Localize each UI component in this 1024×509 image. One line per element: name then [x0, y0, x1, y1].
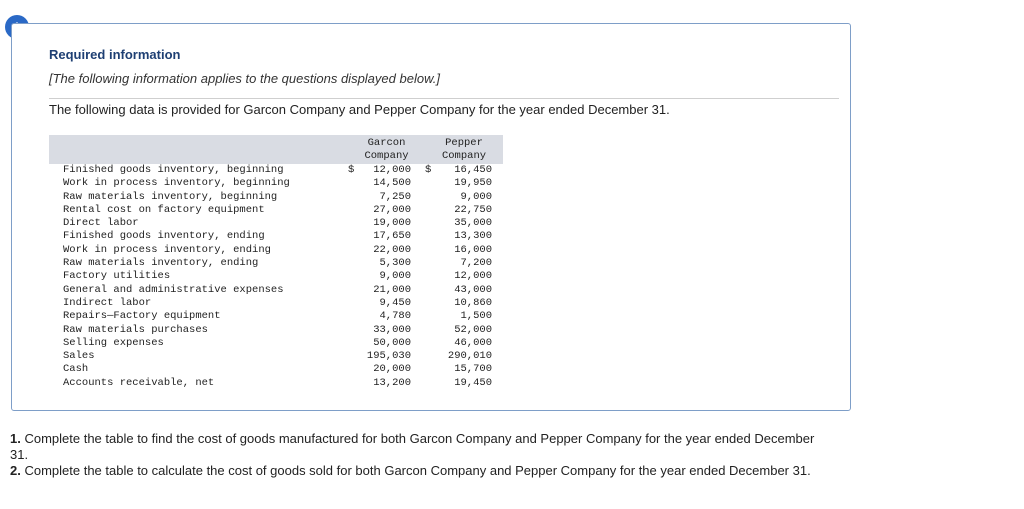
divider — [49, 98, 839, 99]
table-row — [49, 297, 503, 310]
cell-label: Finished goods inventory, beginning — [63, 164, 284, 176]
cell-garcon: 27,000 — [373, 203, 411, 216]
header-blank — [49, 135, 348, 164]
cell-pepper: 12,000 — [454, 270, 492, 283]
cell-pepper: 43,000 — [454, 283, 492, 296]
cell-pepper: 1,500 — [460, 310, 492, 323]
cell-label: Rental cost on factory equipment — [63, 203, 265, 216]
cell-garcon: 17,650 — [373, 230, 411, 243]
cell-pepper: 22,750 — [454, 203, 492, 216]
cell-pepper: 19,450 — [454, 376, 492, 389]
header-pepper-line2: Company — [441, 150, 487, 162]
cell-garcon — [348, 164, 425, 177]
cell-garcon: 19,000 — [373, 217, 411, 230]
question-2-text: Complete the table to calculate the cost of goods sold for both Garcon Company and Pepper Company for the year ended December 31. — [20, 463, 811, 478]
cell-pepper: 46,000 — [454, 336, 492, 349]
cell-pepper: 19,950 — [454, 177, 492, 190]
cell-pepper: 16,000 — [454, 243, 492, 256]
dollar-sign: $ — [425, 164, 432, 176]
cell-garcon: 21,000 — [373, 283, 411, 296]
cell-label: Raw materials inventory, ending — [63, 257, 259, 270]
panel-subtitle: [The following information applies to the questions displayed below.] — [49, 71, 440, 86]
cell-garcon: 7,250 — [379, 190, 411, 203]
header-pepper-line1: Pepper — [445, 137, 483, 149]
cell-garcon: 20,000 — [373, 363, 411, 376]
table-row — [49, 204, 503, 217]
question-1-text: Complete the table to find the cost of goods manufactured for both Garcon Company and Pepper Company for the year ended December 31. — [10, 431, 815, 462]
company-data-table — [49, 135, 503, 390]
cell-pepper — [425, 164, 503, 177]
table-row — [49, 230, 503, 243]
table-row — [49, 177, 503, 190]
dollar-value — [425, 164, 492, 177]
table-row — [49, 363, 503, 376]
cell-garcon: 50,000 — [373, 336, 411, 349]
cell-garcon: 14,500 — [373, 177, 411, 190]
question-1 — [10, 431, 830, 462]
dollar-amount: 12,000 — [373, 164, 411, 176]
cell-pepper: 10,860 — [454, 296, 492, 309]
cell-garcon: 13,200 — [373, 376, 411, 389]
cell-garcon: 9,450 — [379, 296, 411, 309]
table-row — [49, 337, 503, 350]
table-row — [49, 284, 503, 297]
question-1-number: 1. — [10, 431, 21, 446]
cell-label: Indirect labor — [63, 296, 152, 309]
header-garcon-line2: Company — [364, 150, 409, 162]
table-row — [49, 350, 503, 363]
cell-pepper: 290,010 — [447, 350, 492, 363]
cell-garcon: 4,780 — [379, 310, 411, 323]
cell-label: Work in process inventory, ending — [63, 243, 271, 256]
panel-title: Required information — [49, 47, 181, 62]
cell-pepper: 52,000 — [454, 323, 492, 336]
table-row — [49, 244, 503, 257]
cell-label: Finished goods inventory, ending — [63, 230, 265, 243]
dollar-value — [348, 164, 411, 177]
cell-label: Selling expenses — [63, 336, 164, 349]
table-body — [49, 164, 503, 390]
cell-label: Factory utilities — [63, 270, 171, 283]
cell-label: Accounts receivable, net — [63, 376, 215, 389]
cell-label: Direct labor — [63, 217, 139, 230]
table-row — [49, 257, 503, 270]
table-row — [49, 377, 503, 390]
cell-label: Sales — [63, 350, 95, 363]
header-garcon — [348, 135, 425, 164]
header-garcon-line1: Garcon — [367, 137, 406, 149]
table-row — [49, 270, 503, 283]
cell-garcon: 5,300 — [379, 257, 411, 270]
cell-pepper: 7,200 — [460, 257, 492, 270]
table-row — [49, 164, 503, 177]
header-pepper — [425, 135, 503, 164]
question-2 — [10, 463, 830, 479]
required-information-panel — [11, 23, 851, 411]
table-row — [49, 324, 503, 337]
table-header-row — [49, 135, 503, 164]
cell-pepper: 13,300 — [454, 230, 492, 243]
question-2-number: 2. — [10, 463, 21, 478]
cell-label: Cash — [63, 363, 89, 376]
cell-label: Raw materials inventory, beginning — [63, 190, 278, 203]
cell-pepper: 35,000 — [454, 217, 492, 230]
table-row — [49, 191, 503, 204]
cell-label: Repairs—Factory equipment — [63, 310, 221, 323]
dollar-amount: 16,450 — [454, 164, 492, 176]
cell-garcon: 195,030 — [366, 350, 411, 363]
dollar-sign: $ — [348, 164, 355, 176]
cell-garcon: 33,000 — [373, 323, 411, 336]
cell-label: General and administrative expenses — [63, 283, 284, 296]
table-row — [49, 217, 503, 230]
cell-pepper: 15,700 — [454, 363, 492, 376]
cell-pepper: 9,000 — [460, 190, 492, 203]
cell-garcon: 22,000 — [373, 243, 411, 256]
cell-garcon: 9,000 — [379, 270, 411, 283]
intro-text: The following data is provided for Garcon Company and Pepper Company for the year ended December 31. — [49, 102, 670, 117]
cell-label: Work in process inventory, beginning — [63, 177, 290, 190]
table-row — [49, 310, 503, 323]
cell-label: Raw materials purchases — [63, 323, 208, 336]
